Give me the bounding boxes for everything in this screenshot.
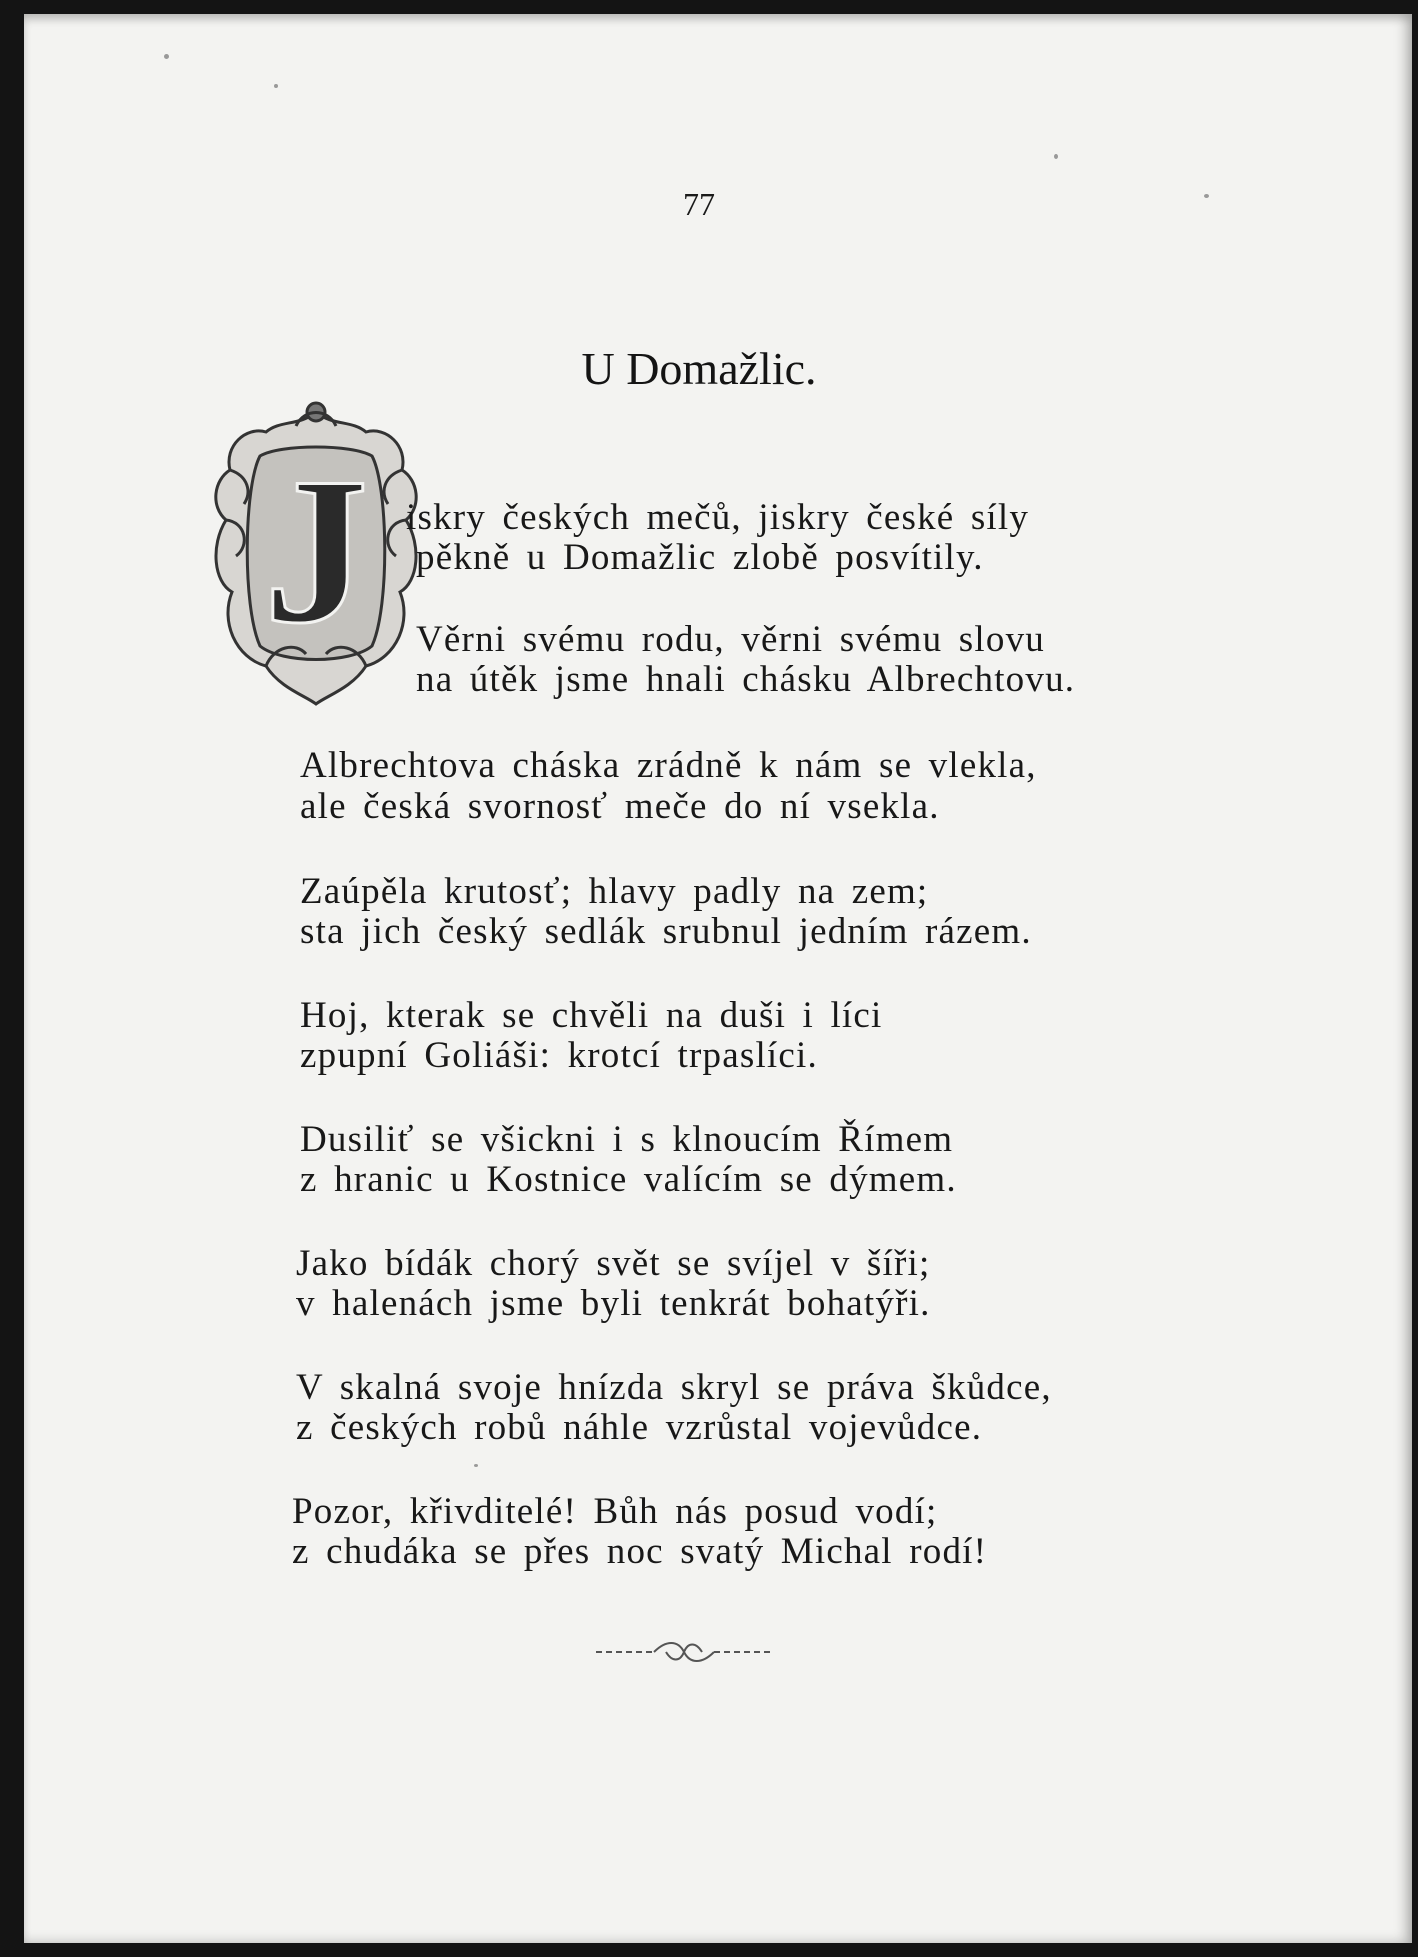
page-number: 77 (683, 186, 715, 222)
end-ornament (594, 1634, 774, 1670)
poem-line: sta jich český sedlák srubnul jedním rázem. (300, 911, 1032, 952)
poem-line: V skalná svoje hnízda skryl se práva škůdce, (296, 1367, 1052, 1408)
poem-line: pěkně u Domažlic zlobě posvítily. (416, 537, 984, 578)
poem-line: v halenách jsme byli tenkrát bohatýři. (296, 1283, 931, 1324)
poem-line: Věrni svému rodu, věrni svému slovu (416, 619, 1045, 660)
poem-line: Zaúpěla krutosť; hlavy padly na zem; (300, 871, 929, 912)
poem-line: na útěk jsme hnali chásku Albrechtovu. (416, 659, 1076, 700)
ornamental-initial (200, 396, 432, 708)
poem-line: z chudáka se přes noc svatý Michal rodí! (292, 1531, 988, 1572)
book-page (24, 14, 1412, 1943)
poem-line: Dusiliť se všickni i s klnoucím Římem (300, 1119, 954, 1160)
poem-line: iskry českých mečů, jiskry české síly (406, 497, 1030, 538)
poem-line: z českých robů náhle vzrůstal vojevůdce. (296, 1407, 983, 1448)
poem-line: Hoj, kterak se chvěli na duši i líci (300, 995, 883, 1036)
poem-line: Albrechtova cháska zrádně k nám se vlekla, (300, 745, 1037, 786)
poem-title: U Domažlic. (581, 343, 817, 394)
poem-line: Pozor, křivditelé! Bůh nás posud vodí; (292, 1491, 938, 1532)
poem-line: zpupní Goliáši: krotcí trpaslíci. (300, 1035, 818, 1076)
poem-line: Jako bídák chorý svět se svíjel v šíři; (296, 1243, 931, 1284)
drop-cap-letter: J (263, 435, 369, 667)
poem-line: ale česká svornosť meče do ní vsekla. (300, 786, 940, 827)
poem-line: z hranic u Kostnice valícím se dýmem. (300, 1159, 957, 1200)
